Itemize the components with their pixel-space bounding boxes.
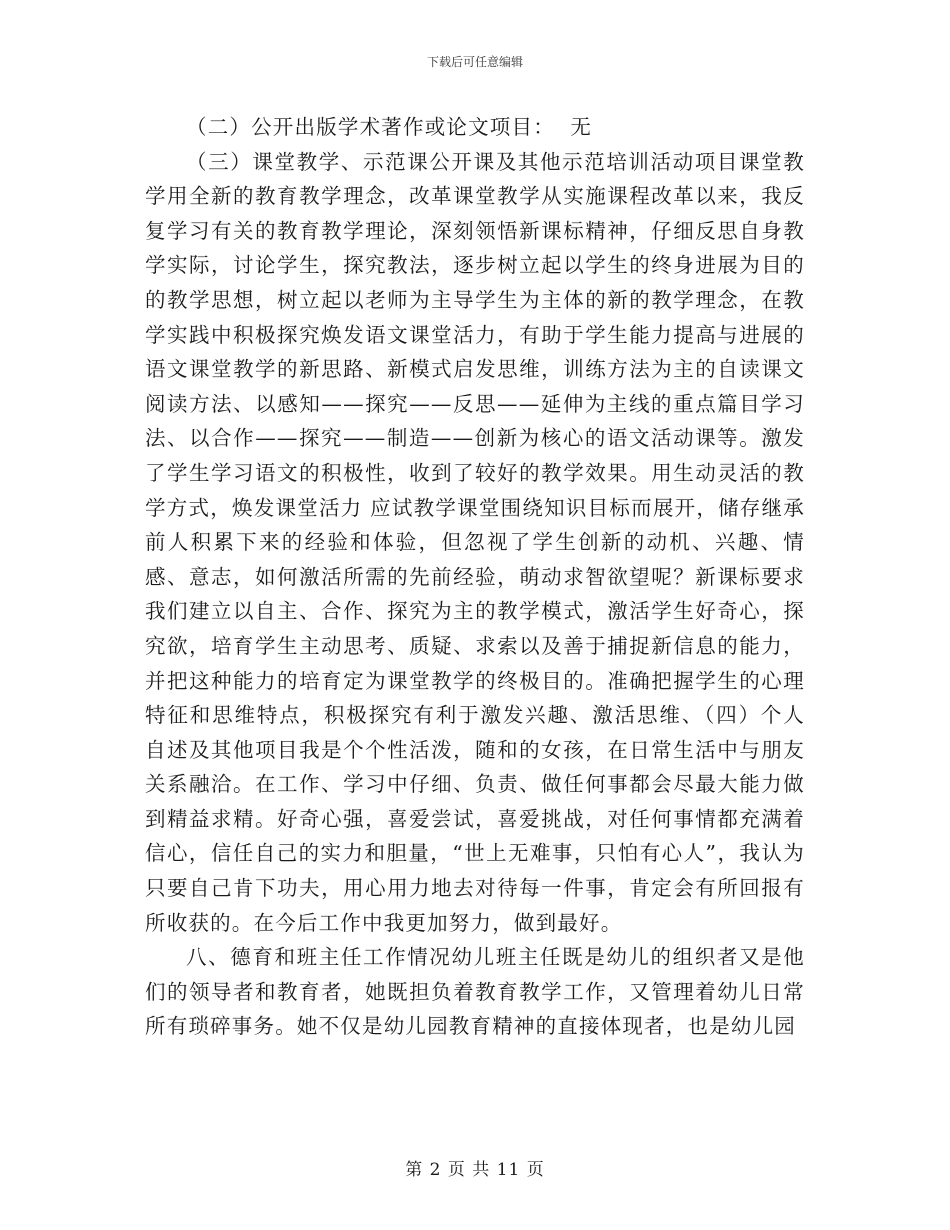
paragraph-moral-education: 八、德育和班主任工作情况幼儿班主任既是幼儿的组织者又是他们的领导者和教育者，她既担负着教育教学工作，又管理着幼儿日常所有琐碎事务。她不仅是幼儿园教育精神的直接体现者，也是幼儿园 — [145, 945, 805, 1039]
paragraph-teaching: （三）课堂教学、示范课公开课及其他示范培训活动项目课堂教学用全新的教育教学理念，改革课堂教学从实施课程改革以来，我反复学习有关的教育教学理论，深刻领悟新课标精神，仔细反思自身教学实际，讨论学生，探究教法，逐步树立起以学生的终身进展为目的的教学思想，树立起以老师为主导学生为主体的新的教学理念，在教学实践中积极探究焕发语文课堂活力，有助于学生能力提高与进展的语文课堂教学的新思路、新模式启发思维，训练方法为主的自读课文阅读方法、以感知——探究——反思——延伸为主线的重点篇目学习法、以合作——探究——制造——创新为核心的语文活动课等。激发了学生学习语文的积极性，收到了较好的教学效果。用生动灵活的教学方式，焕发课堂活力 应试教学课堂围绕知识目标而展开，储存继承前人积累下来的经验和体验，但忽视了学生创新的动机、兴趣、情感、意志，如何激活所需的先前经验，萌动求智欲望呢？新课标要求我们建立以自主、合作、探究为主的教学模式，激活学生好奇心，探究欲，培育学生主动思考、质疑、求索以及善于捕捉新信息的能力，并把这种能力的培育定为课堂教学的终极目的。准确把握学生的心理特征和思维特点，积极探究有利于激发兴趣、激活思维、（四）个人自述及其他项目我是个个性活泼，随和的女孩，在日常生活中与朋友关系融洽。在工作、学习中仔细、负责、做任何事都会尽最大能力做到精益求精。好奇心强，喜爱尝试，喜爱挑战，对任何事情都充满着信心，信任自己的实力和胆量，“世上无难事，只怕有心人”，我认为只要自己肯下功夫，用心用力地去对待每一件事，肯定会有所回报有所收获的。在今后工作中我更加努力，做到最好。 — [145, 149, 805, 935]
page-number-footer: 第 2 页 共 11 页 — [405, 1160, 545, 1180]
paragraph-publications: （二）公开出版学术著作或论文项目： 无 — [186, 115, 593, 139]
document-body — [145, 110, 805, 1044]
page-header: 下载后可任意编辑 — [426, 55, 523, 69]
